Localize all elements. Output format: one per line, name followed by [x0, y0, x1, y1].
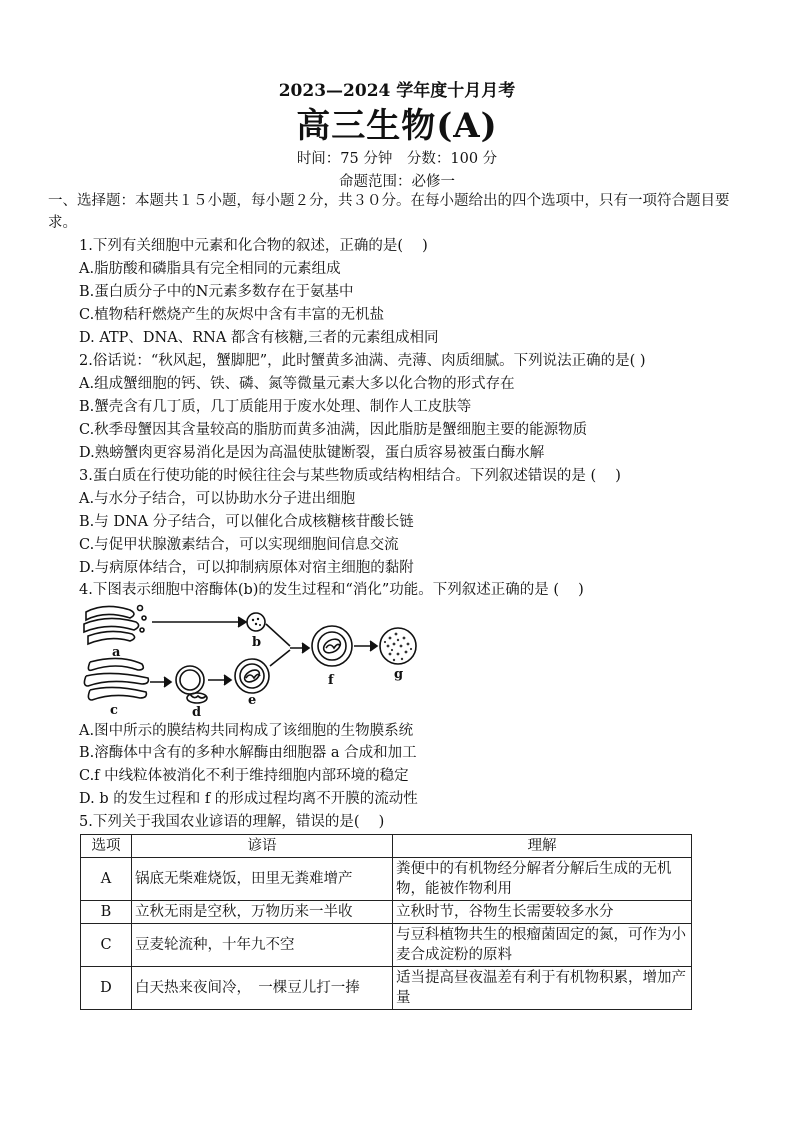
time-score-info: 时间：75 分钟 分数：100 分 — [296, 151, 498, 167]
table-cell-proverb: 立秋无雨是空秋，万物历来一半收 — [132, 901, 393, 924]
exam-scope: 命题范围：必修一 — [339, 174, 455, 190]
table-header-option: 选项 — [81, 835, 132, 858]
table-header-proverb: 谚语 — [132, 835, 393, 858]
question-3-stem: 3.蛋白质在行使功能的时候往往会与某些物质或结构相结合。下列叙述错误的是 ( ) — [79, 468, 621, 484]
question-3-option-b: B.与 DNA 分子结合，可以催化合成核糖核苷酸长链 — [79, 514, 414, 530]
table-row — [81, 901, 692, 924]
proverb-table — [80, 834, 692, 1010]
question-1-stem: 1.下列有关细胞中元素和化合物的叙述，正确的是( ) — [79, 238, 428, 254]
exam-subtitle: 2023—2024 学年度十月月考 — [278, 81, 516, 101]
table-cell-proverb: 豆麦轮流种，十年九不空 — [132, 924, 393, 967]
question-1-option-a: A.脂肪酸和磷脂具有完全相同的元素组成 — [79, 261, 341, 277]
table-cell-proverb: 白天热来夜间冷， 一棵豆儿打一捧 — [132, 967, 393, 1010]
diagram-label-c: c — [110, 703, 118, 718]
question-3-option-c: C.与促甲状腺激素结合，可以实现细胞间信息交流 — [79, 537, 399, 553]
question-1-option-c: C.植物秸秆燃烧产生的灰烬中含有丰富的无机盐 — [79, 307, 385, 323]
table-cell-proverb: 锅底无柴难烧饭，田里无粪难增产 — [132, 858, 393, 901]
question-2-option-a: A.组成蟹细胞的钙、铁、磷、氮等微量元素大多以化合物的形式存在 — [79, 376, 515, 392]
endoplasmic-reticulum-c — [84, 658, 148, 700]
exam-title: 高三生物(A) — [296, 106, 498, 146]
question-4-option-c: C.f 中线粒体被消化不利于维持细胞内部环境的稳定 — [79, 768, 409, 784]
diagram-label-e: e — [248, 693, 257, 708]
table-cell-understanding: 立秋时节，谷物生长需要较多水分 — [393, 901, 692, 924]
lysosome-b — [247, 613, 265, 631]
question-4-option-b: B.溶酶体中含有的多种水解酶由细胞器 a 合成和加工 — [79, 745, 417, 761]
table-header-understanding: 理解 — [393, 835, 692, 858]
question-2-option-d: D.熟螃蟹肉更容易消化是因为高温使肽键断裂，蛋白质容易被蛋白酶水解 — [79, 445, 545, 461]
table-cell-understanding: 适当提高昼夜温差有利于有机物积累，增加产量 — [393, 967, 692, 1010]
question-2-stem: 2.俗话说：“秋风起，蟹脚肥”，此时蟹黄多油满、壳薄、肉质细腻。下列说法正确的是( ) — [79, 353, 646, 369]
table-cell-understanding: 与豆科植物共生的根瘤菌固定的氮，可作为小麦合成淀粉的原料 — [393, 924, 692, 967]
golgi-apparatus-a — [84, 606, 146, 645]
diagram-label-f: f — [328, 673, 334, 688]
table-cell-understanding: 粪便中的有机物经分解者分解后生成的无机物，能被作物利用 — [393, 858, 692, 901]
table-row — [81, 924, 692, 967]
table-cell-key: C — [81, 924, 132, 967]
table-row — [81, 858, 692, 901]
question-3-option-d: D.与病原体结合，可以抑制病原体对宿主细胞的黏附 — [79, 560, 414, 576]
question-2-option-c: C.秋季母蟹因其含量较高的脂肪而黄多油满，因此脂肪是蟹细胞主要的能源物质 — [79, 422, 588, 438]
question-5-stem: 5.下列关于我国农业谚语的理解，错误的是( ) — [79, 814, 385, 830]
diagram-label-a: a — [112, 645, 121, 660]
residual-body-texture — [384, 633, 412, 662]
question-4-stem: 4.下图表示细胞中溶酶体(b)的发生过程和“消化”功能。下列叙述正确的是 ( ) — [79, 582, 584, 598]
lysosome-diagram — [80, 600, 440, 718]
question-4-option-d: D. b 的发生过程和 f 的形成过程均离不开膜的流动性 — [79, 791, 418, 807]
table-cell-key: D — [81, 967, 132, 1010]
diagram-label-d: d — [192, 705, 202, 718]
table-header-row — [81, 835, 692, 858]
table-row — [81, 967, 692, 1010]
question-4-option-a: A.图中所示的膜结构共同构成了该细胞的生物膜系统 — [79, 723, 414, 739]
section-heading: 一、选择题：本题共１５小题，每小题２分，共３０分。在每小题给出的四个选项中，只有一项符合题目要求。 — [48, 193, 730, 231]
table-cell-key: A — [81, 858, 132, 901]
question-3-option-a: A.与水分子结合，可以协助水分子进出细胞 — [79, 491, 356, 507]
question-1-option-b: B.蛋白质分子中的N元素多数存在于氨基中 — [79, 284, 354, 300]
question-1-option-d: D. ATP、DNA、RNA 都含有核糖,三者的元素组成相同 — [79, 330, 439, 346]
question-2-option-b: B.蟹壳含有几丁质，几丁质能用于废水处理、制作人工皮肤等 — [79, 399, 472, 415]
diagram-label-b: b — [252, 635, 262, 650]
diagram-label-g: g — [394, 667, 404, 682]
table-cell-key: B — [81, 901, 132, 924]
residual-body-g — [380, 628, 416, 664]
